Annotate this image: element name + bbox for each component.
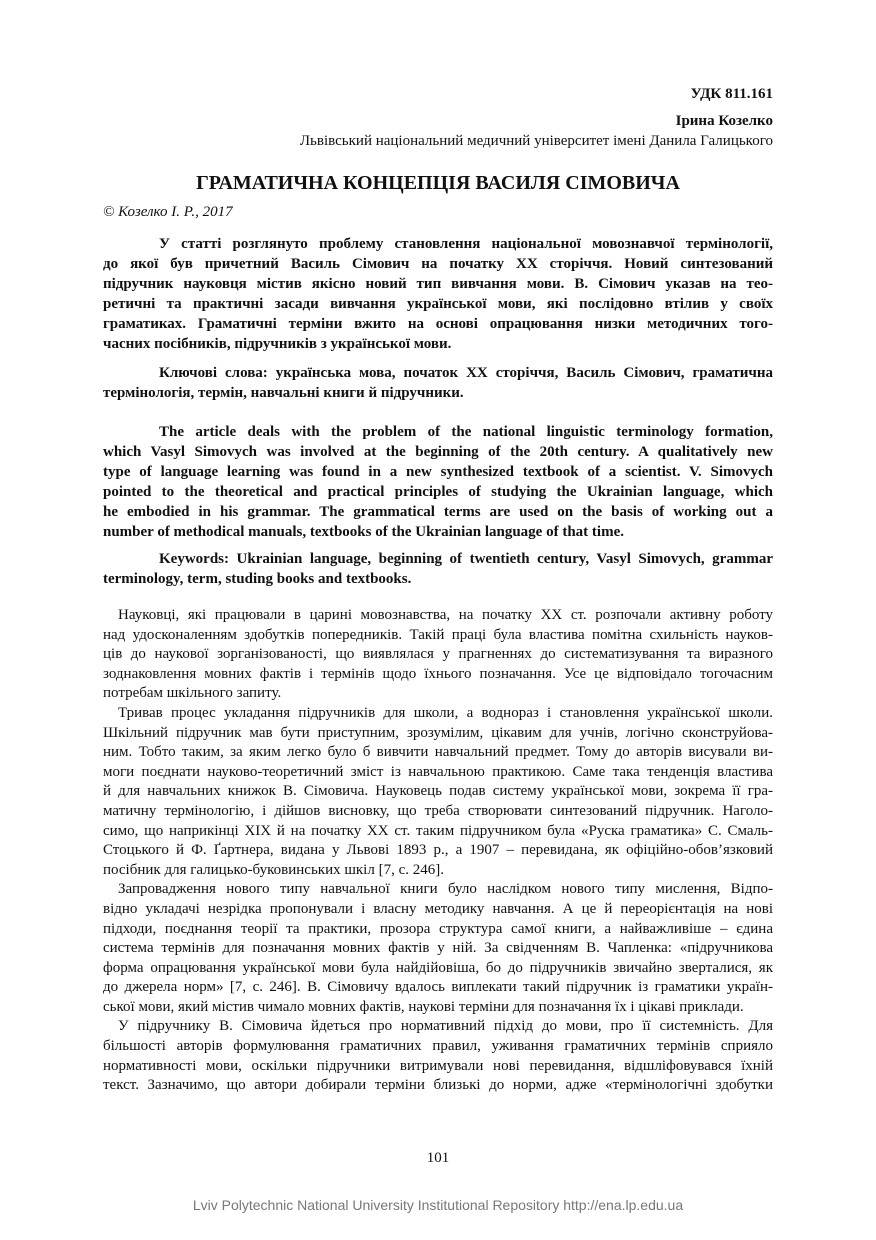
text-line: which Vasyl Simovych was involved at the beginning of the 20th century. A qualitatively new (103, 444, 773, 460)
text-line: У підручнику В. Сімовича йдеться про нормативний підхід до мови, про її системність. Для (118, 1018, 773, 1035)
text-line: симо, що наприкінці XIX й на початку XX ст. таким підручником була «Руска граматика» С. Смаль- (103, 822, 773, 839)
text-line: The article deals with the problem of the national linguistic terminology formation, (159, 424, 773, 440)
text-line: граматиках. Граматичні терміни вжито на основі опрацювання низки методичних того- (103, 316, 773, 332)
text-line: підручник науковця містив якісно новий тип вивчання мови. В. Сімович указав на тео- (103, 276, 773, 292)
udc-code: УДК 811.161 (690, 86, 773, 102)
text-line: до джерела норм» [7, с. 246]. В. Сімовичу вдалось виплекати такий підручник із граматики україн- (103, 979, 773, 996)
text-line: Запровадження нового типу навчальної книги було наслідком нового типу мислення, Відпо- (118, 881, 773, 898)
text-line: number of methodical manuals, textbooks of the Ukrainian language of that time. (103, 524, 624, 540)
text-line: У статті розглянуто проблему становлення національної мовознавчої термінології, (159, 236, 773, 252)
author-affiliation: Львівський національний медичний університет імені Данила Галицького (299, 133, 773, 149)
text-line: зоднаковлення мовних фактів і термінів щодо їхнього позначання. Усе це відповідало тогочасним (103, 665, 773, 682)
text-line: нормативності мови, оскільки підручники витримували нові перевидання, відшліфовувався їхній (103, 1057, 773, 1074)
author-name: Ірина Козелко (675, 113, 773, 129)
page-number: 101 (426, 1150, 450, 1166)
text-line: потребам шкільного запиту. (103, 685, 282, 702)
text-line: Шкільний підручник мав бути приступним, зрозумілим, цікавим для учнів, логічно сконструйова- (103, 724, 773, 741)
text-line: часних посібників, підручників з української мови. (103, 336, 452, 352)
article-body (103, 606, 773, 1096)
keywords-ukrainian (103, 363, 773, 403)
text-line: більшості авторів формулювання граматичних правил, уживання граматичних термінів сприяло (103, 1038, 773, 1055)
text-line: he embodied in his grammar. The grammatical terms are used on the basis of working out a (103, 504, 773, 520)
abstract-english (103, 422, 773, 542)
paragraph (103, 704, 773, 880)
text-line: Ключові слова: українська мова, початок XX сторіччя, Василь Сімович, граматична (159, 365, 773, 381)
text-line: термінологія, термін, навчальні книги й підручники. (103, 385, 464, 401)
article-title: ГРАМАТИЧНА КОНЦЕПЦІЯ ВАСИЛЯ СІМОВИЧА (196, 172, 680, 194)
text-line: система термінів для позначання мовних фактів у ній. За свідченням В. Чапленка: «підручникова (103, 940, 773, 957)
text-line: над удосконаленням здобутків попередників. Такій праці була властива помітна схильність науков- (103, 626, 773, 643)
text-line: до якої був причетний Василь Сімович на початку XX сторіччя. Новий синтезований (103, 256, 773, 272)
text-line: type of language learning was found in a new synthesized textbook of a scientist. V. Simovych (103, 464, 773, 480)
text-line: pointed to the theoretical and practical principles of studying the Ukrainian language, which (103, 484, 773, 500)
text-line: ним. Тобто таким, за яким легко було б вивчити навчальний предмет. Тому до авторів висували ви- (103, 744, 773, 761)
paragraph (103, 880, 773, 1017)
text-line: моги поєднати науково-теоретичний зміст із навчальною практикою. Саме така тенденція властива (103, 763, 773, 780)
abstract-ukrainian (103, 234, 773, 354)
paragraph (103, 1017, 773, 1095)
text-line: й для навчальних книжок В. Сімовича. Науковець подав систему української мови, зокрема її гра- (103, 783, 773, 800)
text-line: ців до наукової зорганізованості, що виявлялася у прагненнях до систематизування та виразного (103, 646, 773, 663)
text-line: відно укладачі незрідка пропонували і власну методику навчання. А це й переорієнтація на нові (103, 900, 773, 917)
text-line: ської мови, який містив чимало мовних фактів, наукові терміни для позначання їх і цікаві приклади. (103, 998, 744, 1015)
paragraph (103, 606, 773, 704)
text-line: Keywords: Ukrainian language, beginning of twentieth century, Vasyl Simovych, grammar (159, 551, 773, 567)
text-line: форма опрацювання української мови була найдійовіша, бо до підручників звичайно зверталися, як (103, 959, 773, 976)
repository-footer: Lviv Polytechnic National University Institutional Repository http://ena.lp.edu.ua (192, 1197, 684, 1213)
copyright: © Козелко І. Р., 2017 (103, 204, 233, 220)
text-line: текст. Зазначимо, що автори добирали терміни близькі до норми, адже «термінологічні здобутки (103, 1077, 773, 1094)
text-line: Науковці, які працювали в царині мовознавства, на початку XX ст. розпочали активну роботу (118, 607, 773, 623)
text-line: Стоцького й Ф. Ґартнера, видана у Львові 1893 р., а 1907 – перевидана, як офіційно-обов’язковий (103, 842, 773, 859)
text-line: Тривав процес укладання підручників для школи, а воднораз і становлення української школи. (118, 704, 773, 721)
text-line: матичну термінологію, і дійшов висновку, що треба створювати синтезований підручник. Наголо- (103, 802, 773, 819)
text-line: terminology, term, studing books and textbooks. (103, 571, 412, 587)
text-line: ретичні та практичні засади вивчання української мови, які послідовно втілив у своїх (103, 296, 773, 312)
text-line: посібник для галицько-буковинських шкіл [7, с. 246]. (103, 861, 444, 878)
keywords-english (103, 549, 773, 589)
text-line: підходи, поєднання теорії та практики, прозора структура самої книги, а найважливіше – єдина (103, 920, 773, 937)
